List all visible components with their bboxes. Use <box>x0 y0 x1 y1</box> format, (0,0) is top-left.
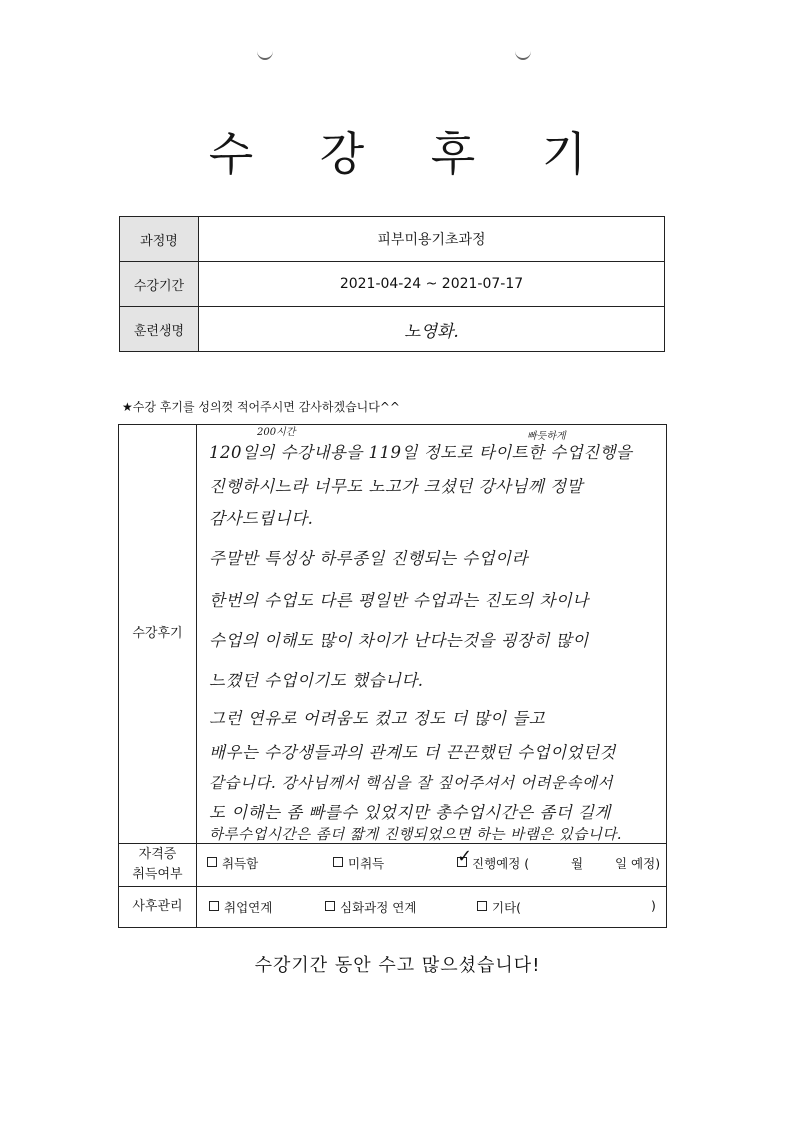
period-label: 수강기간 <box>120 262 199 307</box>
review-line: 한번의 수업도 다른 평일반 수업과는 진도의 차이나 <box>209 591 589 610</box>
review-row <box>119 425 667 844</box>
aftercare-option-advanced[interactable]: 심화과정 연계 <box>325 898 416 916</box>
certification-options <box>197 844 667 887</box>
aftercare-option-other[interactable]: 기타( <box>477 898 521 916</box>
cert-day-label: 일 예정) <box>615 856 661 871</box>
review-line: 같습니다. 강사님께서 핵심을 잘 짚어주셔서 어려운속에서 <box>209 774 613 792</box>
review-table <box>118 424 667 928</box>
review-line: 그런 연유로 어려움도 컸고 정도 더 많이 들고 <box>209 709 546 728</box>
checkbox-icon[interactable] <box>477 901 487 911</box>
aftercare-option-employment[interactable]: 취업연계 <box>209 898 272 916</box>
review-line: 주말반 특성상 하루종일 진행되는 수업이라 <box>209 549 528 568</box>
course-name-value: 피부미용기초과정 <box>199 217 665 262</box>
checkbox-icon[interactable] <box>325 901 335 911</box>
trainee-name-handwritten: 노영화. <box>404 321 459 342</box>
review-content <box>197 425 667 844</box>
checkbox-icon[interactable] <box>209 901 219 911</box>
aftercare-options <box>197 887 667 928</box>
certification-label <box>119 844 197 887</box>
annotation-tight: 빠듯하게 <box>527 431 566 442</box>
punch-hole-left <box>257 42 273 60</box>
review-line: 120일의 수강내용을 119일 정도로 타이트한 수업진행을 <box>209 443 633 462</box>
checkbox-icon[interactable] <box>207 857 217 867</box>
info-row-course <box>120 217 665 262</box>
instruction-note: ★수강 후기를 성의껏 적어주시면 감사하겠습니다^^ <box>122 400 400 414</box>
trainee-value <box>199 307 665 352</box>
page-title: 수 강 후 기 <box>208 127 613 181</box>
cert-month-label: 월 <box>571 856 584 871</box>
aftercare-other-close: ) <box>651 898 656 913</box>
course-name-label: 과정명 <box>120 217 199 262</box>
closing-message: 수강기간 동안 수고 많으셨습니다! <box>254 955 541 976</box>
handwritten-checkmark-icon: ✓ <box>457 846 473 867</box>
review-line: 수업의 이해도 많이 차이가 난다는것을 굉장히 많이 <box>209 631 589 650</box>
info-row-trainee <box>120 307 665 352</box>
aftercare-label: 사후관리 <box>119 887 197 928</box>
review-line: 감사드립니다. <box>209 509 314 528</box>
annotation-hours: 200시간 <box>257 427 296 438</box>
trainee-label: 훈련생명 <box>120 307 199 352</box>
cert-option-acquired[interactable]: 취득함 <box>207 854 258 872</box>
course-info-table <box>119 216 665 352</box>
checkbox-icon[interactable] <box>333 857 343 867</box>
punch-hole-right <box>515 42 531 60</box>
review-line: 배우는 수강생들과의 관계도 더 끈끈했던 수업이었던것 <box>209 743 616 762</box>
certification-label-line2: 취득여부 <box>132 867 183 882</box>
review-line: 느꼈던 수업이기도 했습니다. <box>209 671 424 690</box>
cert-option-planned[interactable]: 진행예정 ( <box>457 854 529 872</box>
aftercare-row <box>119 887 667 928</box>
period-value: 2021-04-24 ~ 2021-07-17 <box>199 262 665 307</box>
review-line: 도 이해는 좀 빠를수 있었지만 총수업시간은 좀더 길게 <box>209 803 611 822</box>
review-line: 진행하시느라 너무도 노고가 크셨던 강사님께 정말 <box>209 477 583 496</box>
cert-option-not-acquired[interactable]: 미취득 <box>333 854 384 872</box>
info-row-period <box>120 262 665 307</box>
certification-label-line1: 자격증 <box>138 847 177 862</box>
review-line: 하루수업시간은 좀더 짧게 진행되었으면 하는 바램은 있습니다. <box>209 827 622 843</box>
certification-row <box>119 844 667 887</box>
review-label: 수강후기 <box>119 425 197 844</box>
